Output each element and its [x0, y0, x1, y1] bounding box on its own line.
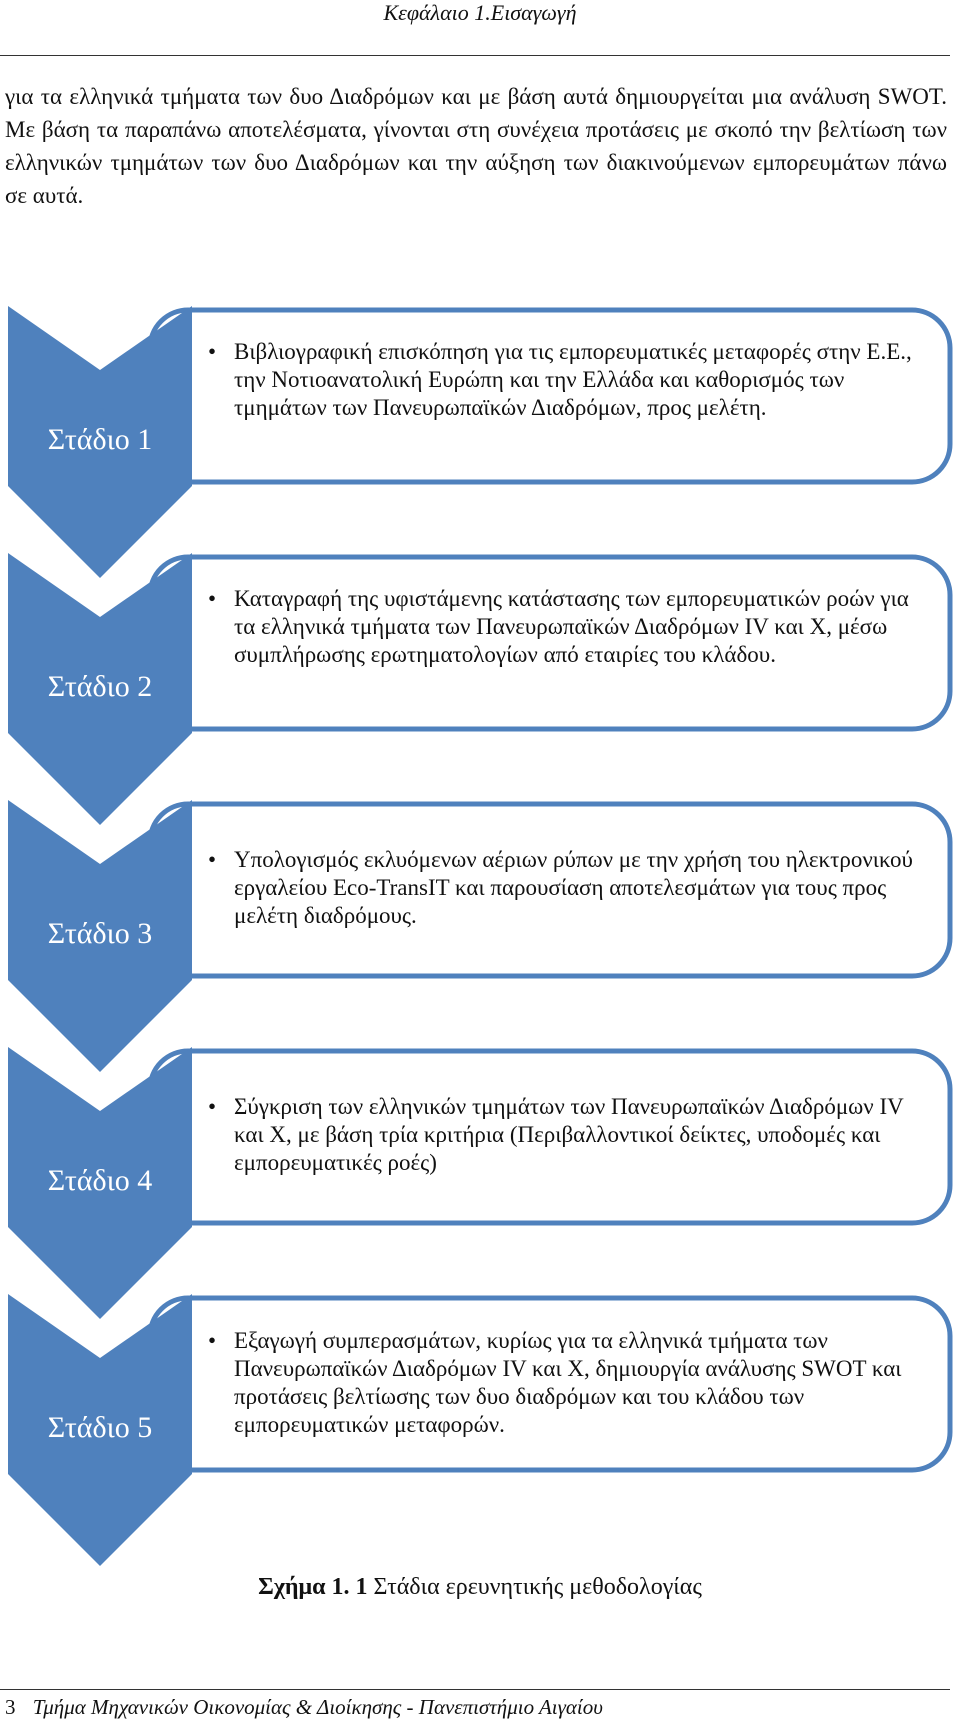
- stage-1-text-box: [208, 338, 928, 422]
- stage-2-bullet-item: [208, 585, 928, 669]
- stage-3-bullet-item: [208, 846, 928, 930]
- footer-institution: Τμήμα Μηχανικών Οικονομίας & Διοίκησης - Πανεπιστήμιο Αιγαίου: [32, 1695, 603, 1719]
- stage-2-text: Καταγραφή της υφιστάμενης κατάστασης των εμπορευματικών ροών για τα ελληνικά τμήματα των Πανευρωπαϊκών Διαδρόμων IV και X, μέσω συμπλήρωσης ερωτηματολογίων από εταιρίες του κλάδου.: [234, 586, 909, 667]
- bullet-icon: •: [208, 586, 217, 611]
- stage-5-bullet-item: [208, 1327, 928, 1439]
- stage-3-text: Υπολογισμός εκλυόμενων αέριων ρύπων με την χρήση του ηλεκτρονικού εργαλείου Eco-TransIT και παρουσίαση αποτελεσμάτων για τους προς μελέτη διαδρόμους.: [234, 847, 913, 928]
- figure-number: Σχήμα 1. 1: [258, 1574, 368, 1600]
- stage-2-text-box: [208, 585, 928, 669]
- header-rule: [0, 55, 950, 56]
- bullet-icon: •: [208, 339, 217, 364]
- stage-5-text-box: [208, 1327, 928, 1439]
- stage-4-text: Σύγκριση των ελληνικών τμημάτων των Πανευρωπαϊκών Διαδρόμων IV και X, με βάση τρία κριτήρια (Περιβαλλοντικοί δείκτες, υποδομές και εμπορευματικές ροές): [234, 1094, 904, 1175]
- stage-3-label: Στάδιο 3: [47, 917, 153, 950]
- stage-4-label: Στάδιο 4: [47, 1164, 153, 1197]
- footer-rule: [0, 1689, 950, 1690]
- bullet-icon: •: [208, 1094, 217, 1119]
- stage-4-text-box: [208, 1093, 928, 1177]
- page-footer: [5, 1694, 603, 1720]
- running-header: Κεφάλαιο 1.Εισαγωγή: [383, 0, 577, 25]
- intro-paragraph: για τα ελληνικά τμήματα των δυο Διαδρόμων και με βάση αυτά δημιουργείται μια ανάλυση SWOT. Με βάση τα παραπάνω αποτελέσματα, γίνονται στη συνέχεια προτάσεις με σκοπό την βελτίωση των ελληνικών τμημάτων των δυο Διαδρόμων και την αύξηση των διακινούμενων εμπορευμάτων πάνω σε αυτά.: [5, 84, 947, 208]
- stage-3-text-box: [208, 846, 928, 930]
- stage-4-bullet-item: [208, 1093, 928, 1177]
- bullet-icon: •: [208, 847, 217, 872]
- stage-2-label: Στάδιο 2: [47, 670, 153, 703]
- figure-caption: [0, 1572, 960, 1602]
- stage-1-label: Στάδιο 1: [47, 423, 153, 456]
- page-number: 3: [5, 1695, 16, 1719]
- stage-1-text: Βιβλιογραφική επισκόπηση για τις εμπορευματικές μεταφορές στην Ε.Ε., την Νοτιοανατολική Ευρώπη και την Ελλάδα και καθορισμός των τμημάτων των Πανευρωπαϊκών Διαδρόμων, προς μελέτη.: [234, 339, 912, 420]
- stage-5-label: Στάδιο 5: [47, 1411, 153, 1444]
- bullet-icon: •: [208, 1328, 217, 1353]
- stage-1-bullet-item: [208, 338, 928, 422]
- stage-5-text: Εξαγωγή συμπερασμάτων, κυρίως για τα ελληνικά τμήματα των Πανευρωπαϊκών Διαδρόμων IV και X, δημιουργία ανάλυσης SWOT και προτάσεις βελτίωσης των δυο διαδρόμων και του κλάδου των εμπορευματικών μεταφορών.: [234, 1328, 902, 1437]
- figure-title: Στάδια ερευνητικής μεθοδολογίας: [373, 1574, 702, 1600]
